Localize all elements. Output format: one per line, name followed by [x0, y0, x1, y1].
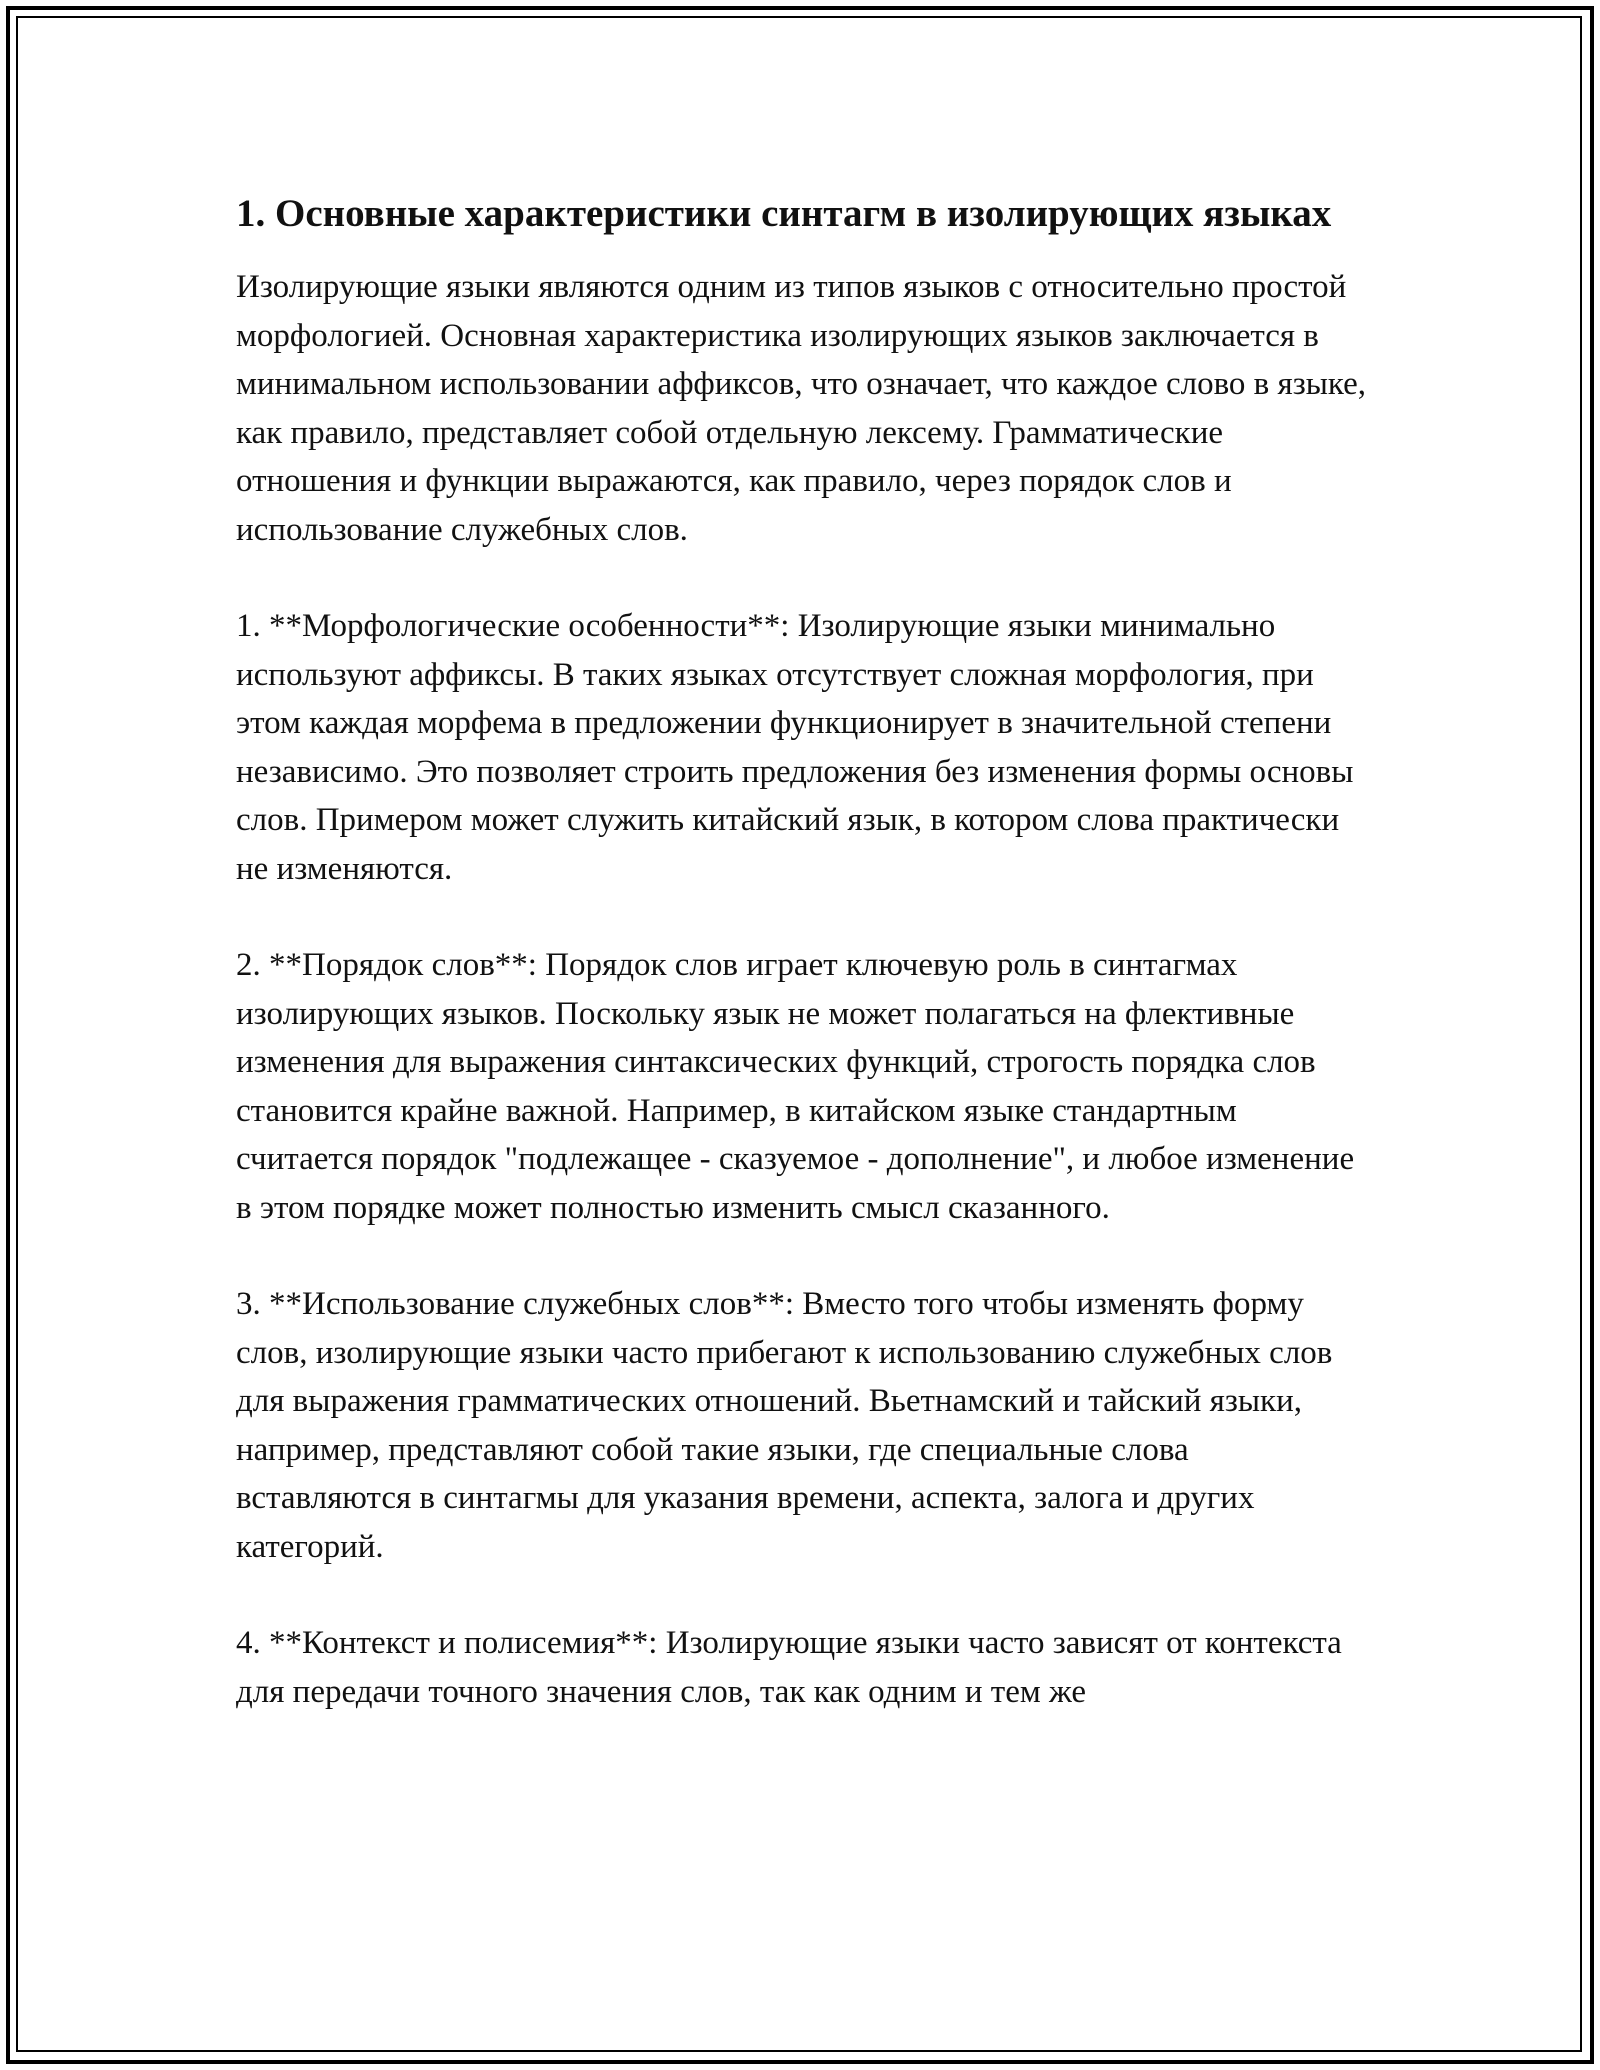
section-heading: 1. Основные характеристики синтагм в изолирующих языках [236, 192, 1332, 235]
document-body [236, 186, 1366, 1716]
point-morphology: 1. **Морфологические особенности**: Изолирующие языки минимально используют аффиксы. В таких языках отсутствует сложная морфология, при этом каждая морфема в предложении функционирует в значительной степени независимо. Это позволяет строить предложения без изменения формы основы слов. Примером может служить китайский язык, в котором слова практически не изменяются. [236, 608, 1354, 887]
point-context-polysemy: 4. **Контекст и полисемия**: Изолирующие языки часто зависят от контекста для передачи точного значения слов, так как одним и тем же [236, 1625, 1342, 1710]
point-function-words: 3. **Использование служебных слов**: Вместо того чтобы изменять форму слов, изолирующие языки часто прибегают к использованию служебных слов для выражения грамматических отношений. Вьетнамский и тайский языки, например, представляют собой такие языки, где специальные слова вставляются в синтагмы для указания времени, аспекта, залога и других категорий. [236, 1286, 1333, 1565]
point-word-order: 2. **Порядок слов**: Порядок слов играет ключевую роль в синтагмах изолирующих языков. Поскольку язык не может полагаться на флективные изменения для выражения синтаксических функций, строгость порядка слов становится крайне важной. Например, в китайском языке стандартным считается порядок "подлежащее - сказуемое - дополнение", и любое изменение в этом порядке может полностью изменить смысл сказанного. [236, 947, 1355, 1226]
intro-paragraph: Изолирующие языки являются одним из типов языков с относительно простой морфологией. Основная характеристика изолирующих языков заключается в минимальном использовании аффиксов, что означает, что каждое слово в языке, как правило, представляет собой отдельную лексему. Грамматические отношения и функции выражаются, как правило, через порядок слов и использование служебных слов. [236, 269, 1367, 548]
